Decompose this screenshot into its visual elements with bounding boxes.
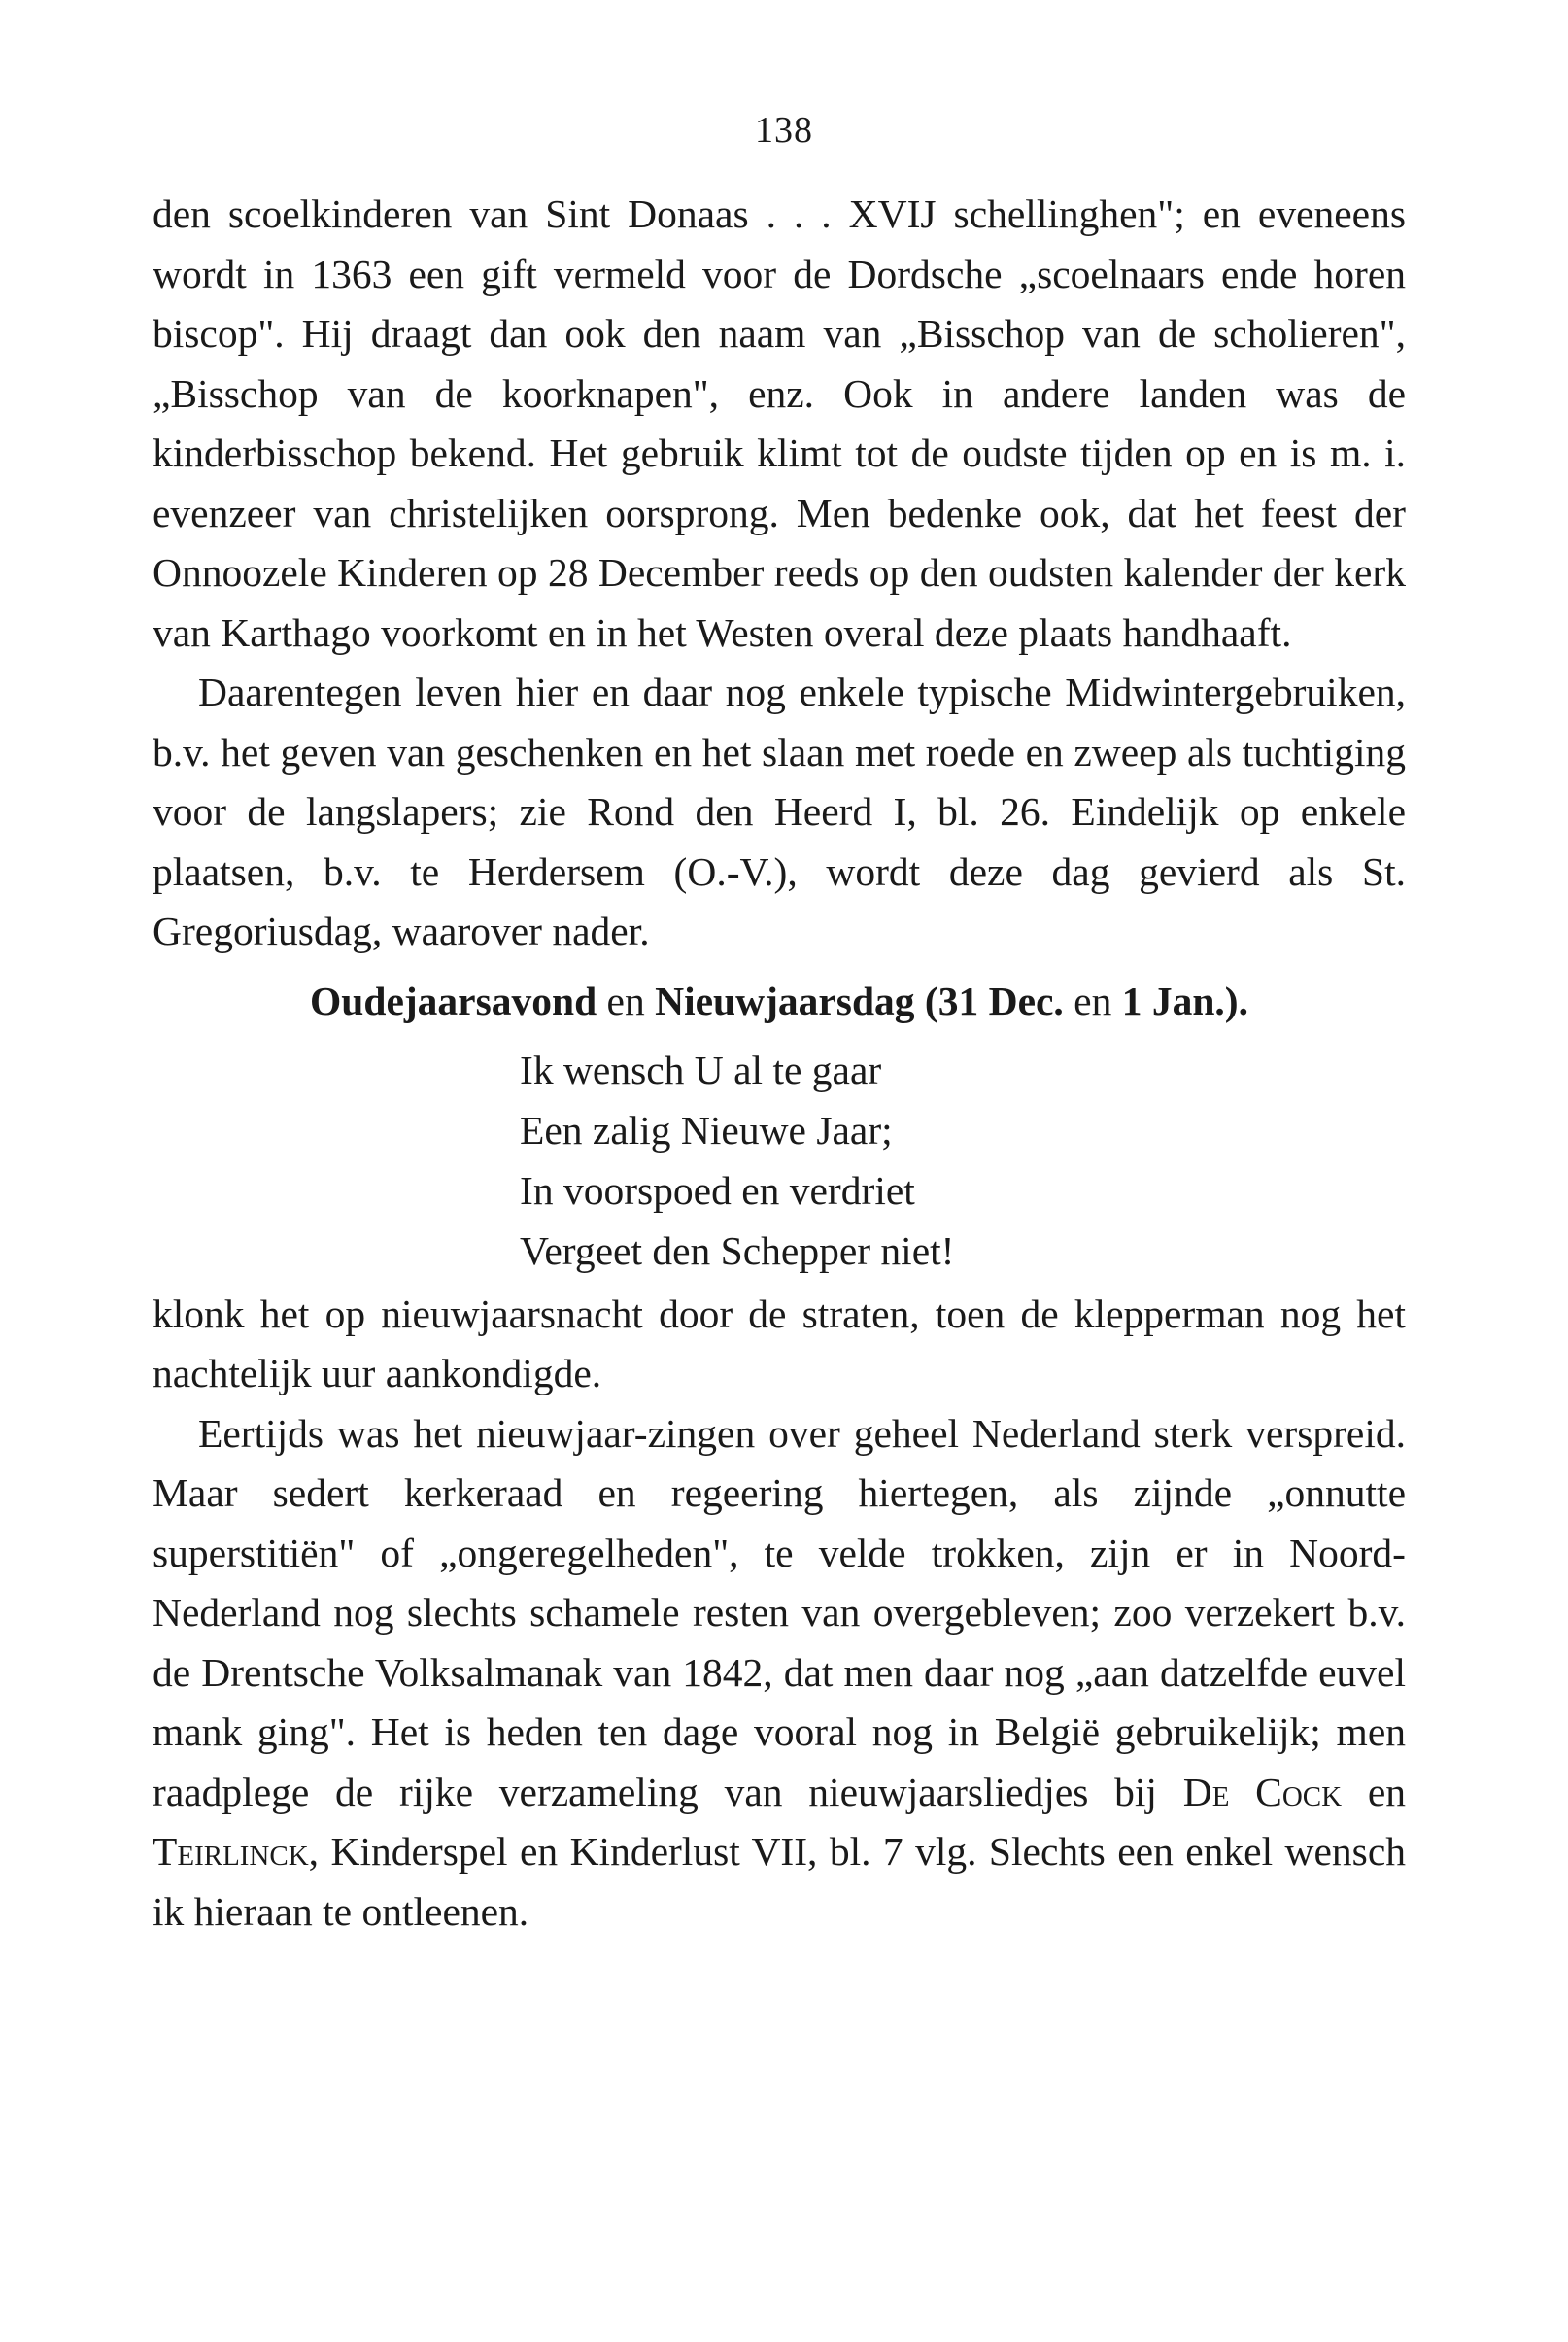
paragraph-midwinter: Daarentegen leven hier en daar nog enkele typische Midwintergebruiken, b.v. het geven van geschenken en het slaan met roede en zweep als tuchtiging voor de langslapers; zie Rond den Heerd I, bl. 26. Eindelijk op enkele plaatsen, b.v. te Herdersem (O.-V.), wordt deze dag gevierd als St. Gregoriusdag, waarover nader.	[153, 670, 1406, 953]
heading-connector: en	[1074, 978, 1112, 1023]
page-number: 138	[755, 110, 813, 151]
paragraph-after-poem: klonk het op nieuwjaarsnacht door de straten, toen de klepperman nog het nachtelijk uur aankondigde.	[153, 1291, 1406, 1395]
poem-line: Ik wensch U al te gaar	[520, 1047, 882, 1092]
paragraph-eertijds	[153, 1404, 1406, 1943]
section-heading	[153, 962, 1406, 1036]
paragraph-text-end: , Kinderspel en Kinderlust VII, bl. 7 vlg. Slechts een enkel wensch ik hieraan te ontleenen.	[153, 1829, 1406, 1934]
poem-line: In voorspoed en verdriet	[520, 1167, 915, 1213]
heading-date: 1 Jan.).	[1121, 978, 1248, 1023]
paragraph-text: Eertijds was het nieuwjaar-zingen over geheel Nederland sterk verspreid. Maar sedert kerkeraad en regeering hiertegen, als zijnde „onnutte superstitiën" of „ongeregelheden", te velde trokken, zijn er in Noord-Nederland nog slechts schamele resten van overgebleven; zoo verzekert b.v. de Drentsche Volksalmanak van 1842, dat men daar nog „aan datzelfde euvel mank ging". Het is heden ten dage vooral nog in België gebruikelijk; men raadplege de rijke verzameling van nieuwjaarsliedjes bij	[153, 1410, 1406, 1814]
heading-connector: en	[606, 978, 645, 1023]
body-text	[153, 185, 1406, 1942]
paragraph-continuation: den scoelkinderen van Sint Donaas . . . XVIJ schellinghen"; en eveneens wordt in 1363 een gift vermeld voor de Dordsche „scoelnaars ende horen biscop". Hij draagt dan ook den naam van „Bisschop van de scholieren", „Bisschop van de koorknapen", enz. Ook in andere landen was de kinderbisschop bekend. Het gebruik klimt tot de oudste tijden op en is m. i. evenzeer van christelijken oorsprong. Men bedenke ook, dat het feest der Onnoozele Kinderen op 28 December reeds op den oudsten kalender der kerk van Karthago voorkomt en in het Westen overal deze plaats handhaaft.	[153, 191, 1406, 655]
poem-line: Een zalig Nieuwe Jaar;	[520, 1107, 893, 1153]
heading-oudejaarsavond: Oudejaarsavond	[310, 978, 597, 1023]
heading-nieuwjaarsdag: Nieuwjaarsdag (31 Dec.	[655, 978, 1064, 1023]
poem-line: Vergeet den Schepper niet!	[520, 1227, 955, 1273]
author-de-cock: De Cock	[1182, 1769, 1343, 1814]
author-connector: en	[1367, 1769, 1407, 1814]
poem	[520, 1040, 1406, 1281]
author-teirlinck: Teirlinck	[153, 1829, 309, 1874]
